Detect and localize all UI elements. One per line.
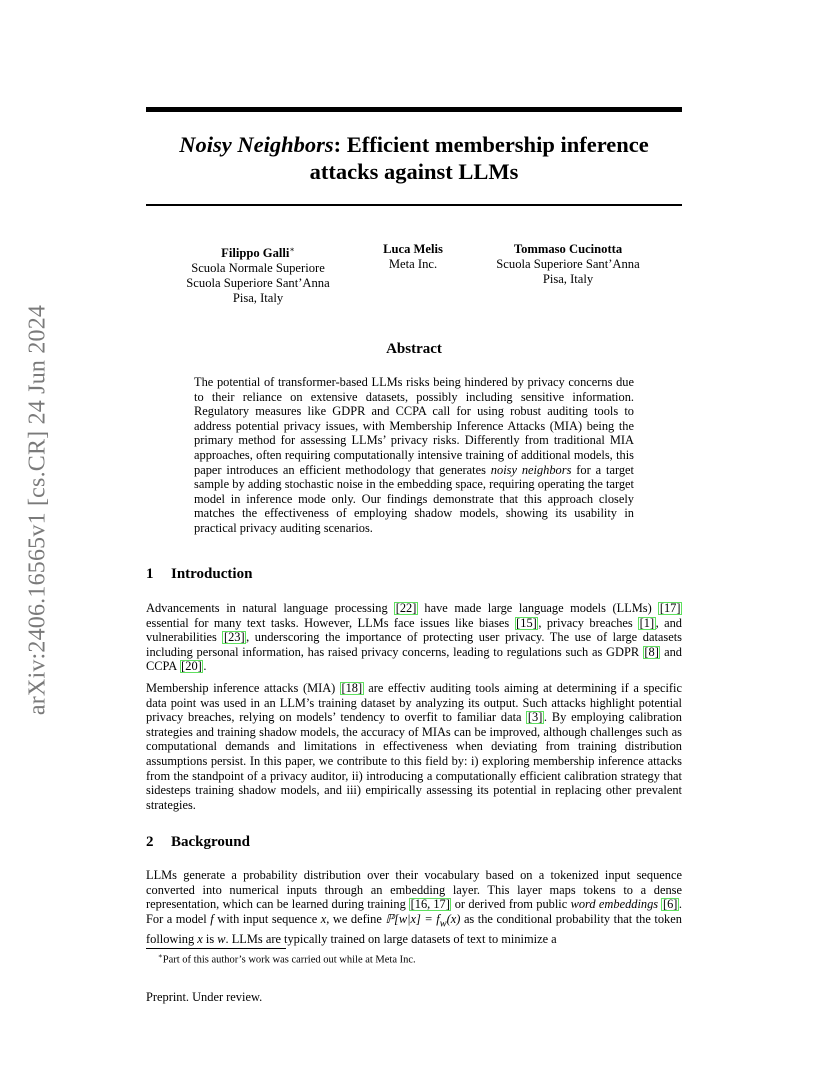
affiliation: Scuola Superiore Sant’Anna xyxy=(186,276,330,291)
author-3 xyxy=(478,242,658,287)
math-expression: ℙ[w|x] = $f_w(x)$ xyxy=(385,911,461,930)
footnote-mark: ∗ xyxy=(158,952,163,960)
author-name: Luca Melis xyxy=(383,242,443,256)
title-bottom-rule xyxy=(146,204,682,206)
section-heading-background: 2 Background xyxy=(146,834,250,850)
abstract-body: The potential of transformer-based LLMs risks being hindered by privacy concerns due to their reliance on extensive datasets, possibly including sensitive information. Regulatory measures like GDPR and CCPA call for using robust auditing tools to address potential privacy issues, with Membership Inference Attacks (MIA) being the primary method for assessing LLMs’ privacy risks. Differently from traditional MIA approaches, often requiring computationally intensive training of additional models, this paper introduces an efficient methodology that generates noisy neighbors for a target sample by adding stochastic noise in the embedding space, requiring operating the target model in inference mode only. Our findings demonstrate that this approach closely matches the effectiveness of employing shadow models, showing its usability in practical privacy auditing scenarios. xyxy=(194,375,634,535)
preprint-notice: Preprint. Under review. xyxy=(146,990,263,1004)
citation-link[interactable]: [8] xyxy=(644,644,659,659)
affiliation: Pisa, Italy xyxy=(232,291,284,306)
italic-term: word embeddings xyxy=(570,897,659,912)
citation-link[interactable]: [20] xyxy=(181,659,202,674)
affiliation: Pisa, Italy xyxy=(542,272,594,286)
footnote-rule xyxy=(146,948,286,949)
affiliation: Scuola Superiore Sant’Anna xyxy=(496,257,640,271)
citation-link[interactable]: [6] xyxy=(662,897,678,912)
author-2 xyxy=(368,242,458,272)
citation-link[interactable]: [3] xyxy=(527,710,543,725)
author-name: Tommaso Cucinotta xyxy=(513,242,623,256)
citation-link[interactable]: [17] xyxy=(659,601,681,615)
citation-link[interactable]: [15] xyxy=(516,615,537,630)
affiliation: Meta Inc. xyxy=(388,257,438,271)
footnote-text: Part of this author’s work was carried out while at Meta Inc. xyxy=(162,954,416,966)
title-line1: : Efficient membership inference xyxy=(333,132,649,157)
intro-paragraph-1: Advancements in natural language processing [22] have made large language models (LLMs) [17] essential for many text tasks. However, LLMs face issues like biases [15] , privacy breaches [1] , and vulnerabilities [23] , underscoring the importance of protecting user privacy. The use of large datasets including personal information, has raised privacy concerns, leading to regulations such as GDPR [8] and CCPA [20] . xyxy=(146,601,682,674)
citation-link[interactable]: [16, 17] xyxy=(410,897,450,912)
background-paragraph: LLMs generate a probability distribution over their vocabulary based on a tokenized input sequence converted into numerical inputs through an embedding layer. This layer maps tokens to a dense representation, which can be learned during training [16, 17] or derived from public word embeddings [6] . For a model f with input sequence x, we define ℙ[w|x] = $f_w(x)$ as the conditional probability that the token following x is w. LLMs are typically trained on large datasets of text to minimize a xyxy=(146,868,683,946)
author-name: Filippo Galli xyxy=(221,246,290,261)
citation-link[interactable]: [23] xyxy=(223,630,245,645)
arxiv-sidebar-stamp xyxy=(23,290,53,730)
paper-title xyxy=(146,131,682,185)
intro-paragraph-2: Membership inference attacks (MIA) [18] are effectiv auditing tools aiming at determining if a specific data point was used in an LLM’s training dataset by analyzing its output. Such attacks highlight potential privacy breaches, relying on models’ tendency to overfit to familiar data [3] . By employing calibration strategies and training shadow models, the accuracy of MIAs can be improved, although challenges such as computational demands and limitations in effectiveness when deviating from training distribution assumptions persist. In this paper, we contribute to this field by: i) exploring membership inference attacks from the standpoint of a privacy auditor, ii) introducing a computationally efficient calibration strategy that sidesteps training shadow models, and iii) empirically assessing its potential in replacing other prevalent strategies. xyxy=(146,681,682,812)
title-line2: attacks against LLMs xyxy=(309,159,519,184)
footnote xyxy=(158,952,416,966)
title-top-rule xyxy=(146,107,682,112)
abstract-heading: Abstract xyxy=(386,341,442,357)
affiliation: Scuola Normale Superiore xyxy=(191,261,325,276)
citation-link[interactable]: [22] xyxy=(395,601,417,615)
title-italic: Noisy Neighbors xyxy=(179,132,334,157)
author-footnote-mark: ∗ xyxy=(289,245,295,254)
citation-link[interactable]: [1] xyxy=(639,615,655,630)
section-heading-introduction: 1 Introduction xyxy=(146,566,253,582)
citation-link[interactable]: [18] xyxy=(341,681,363,695)
author-1 xyxy=(168,242,348,306)
arxiv-id: arXiv:2406.16565v1 [cs.CR] 24 Jun 2024 xyxy=(24,304,51,716)
abstract-italic: noisy neighbors xyxy=(490,462,572,477)
